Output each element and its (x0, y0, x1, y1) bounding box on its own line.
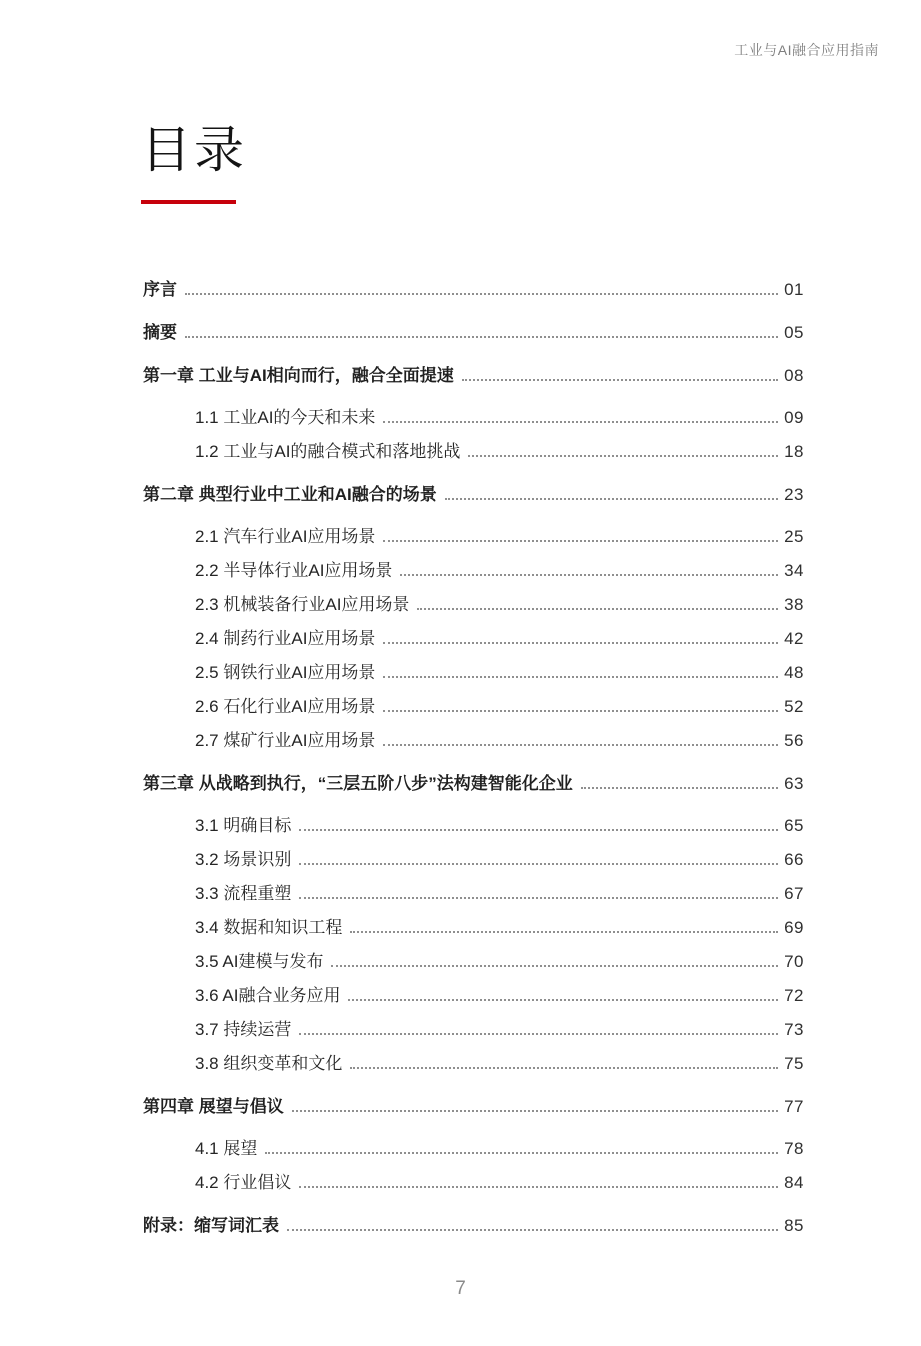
toc-entry-page-number: 73 (784, 1020, 804, 1039)
toc-entry[interactable] (143, 365, 804, 386)
toc-entry[interactable] (143, 1138, 804, 1159)
dot-leader (331, 965, 778, 967)
dot-leader (383, 421, 778, 423)
toc-entry-page-number: 67 (784, 884, 804, 903)
toc-entry[interactable] (143, 407, 804, 428)
toc-entry[interactable] (143, 441, 804, 462)
dot-leader (348, 999, 778, 1001)
dot-leader (383, 676, 778, 678)
dot-leader (185, 336, 778, 338)
toc-entry[interactable] (143, 883, 804, 904)
toc-entry-page-number: 09 (784, 408, 804, 427)
toc-entry-label: 2.5 钢铁行业AI应用场景 (195, 663, 376, 682)
toc-entry-label: 3.8 组织变革和文化 (195, 1054, 343, 1073)
toc-entry-label: 序言 (143, 280, 177, 299)
toc-entry[interactable] (143, 951, 804, 972)
dot-leader (462, 379, 778, 381)
toc-entry-page-number: 84 (784, 1173, 804, 1192)
toc-entry[interactable] (143, 279, 804, 300)
toc-entry-label: 2.2 半导体行业AI应用场景 (195, 561, 393, 580)
toc-entry-page-number: 78 (784, 1139, 804, 1158)
toc-entry-page-number: 23 (784, 485, 804, 504)
toc-entry-label: 3.3 流程重塑 (195, 884, 292, 903)
dot-leader (468, 455, 778, 457)
toc-entry[interactable] (143, 1215, 804, 1236)
toc-entry-page-number: 25 (784, 527, 804, 546)
dot-leader (185, 293, 778, 295)
toc-entry[interactable] (143, 917, 804, 938)
toc-entry-page-number: 85 (784, 1216, 804, 1235)
toc-entry-page-number: 38 (784, 595, 804, 614)
toc-entry-page-number: 72 (784, 986, 804, 1005)
dot-leader (299, 829, 778, 831)
dot-leader (581, 787, 778, 789)
dot-leader (417, 608, 778, 610)
toc-entry-page-number: 75 (784, 1054, 804, 1073)
dot-leader (383, 710, 778, 712)
toc-entry-label: 3.7 持续运营 (195, 1020, 292, 1039)
toc-entry[interactable] (143, 484, 804, 505)
toc-page-title: 目录 (141, 122, 247, 178)
dot-leader (383, 744, 778, 746)
toc-entry[interactable] (143, 1053, 804, 1074)
toc-entry-label: 摘要 (143, 323, 177, 342)
toc-entry[interactable] (143, 560, 804, 581)
toc-entry-page-number: 08 (784, 366, 804, 385)
toc-entry[interactable] (143, 628, 804, 649)
toc-entry-label: 3.1 明确目标 (195, 816, 292, 835)
toc-entry-label: 第三章 从战略到执行，“三层五阶八步”法构建智能化企业 (143, 774, 573, 793)
toc-entry-page-number: 01 (784, 280, 804, 299)
toc-entry[interactable] (143, 1096, 804, 1117)
toc-entry[interactable] (143, 696, 804, 717)
toc-entry[interactable] (143, 1019, 804, 1040)
toc-entry-page-number: 48 (784, 663, 804, 682)
dot-leader (299, 897, 778, 899)
toc-entry[interactable] (143, 662, 804, 683)
toc-entry-label: 2.3 机械装备行业AI应用场景 (195, 595, 410, 614)
toc-entry-page-number: 69 (784, 918, 804, 937)
toc-entry[interactable] (143, 849, 804, 870)
dot-leader (299, 863, 778, 865)
toc-entry-label: 1.1 工业AI的今天和未来 (195, 408, 376, 427)
table-of-contents (143, 279, 804, 1257)
toc-entry-label: 1.2 工业与AI的融合模式和落地挑战 (195, 442, 461, 461)
toc-entry-label: 2.1 汽车行业AI应用场景 (195, 527, 376, 546)
toc-entry-page-number: 70 (784, 952, 804, 971)
toc-entry-page-number: 05 (784, 323, 804, 342)
toc-entry[interactable] (143, 985, 804, 1006)
dot-leader (383, 642, 778, 644)
dot-leader (350, 1067, 778, 1069)
toc-entry[interactable] (143, 594, 804, 615)
toc-entry-label: 第一章 工业与AI相向而行，融合全面提速 (143, 366, 454, 385)
toc-entry-page-number: 34 (784, 561, 804, 580)
dot-leader (292, 1110, 778, 1112)
toc-entry-page-number: 42 (784, 629, 804, 648)
toc-entry-label: 第二章 典型行业中工业和AI融合的场景 (143, 485, 437, 504)
toc-entry-page-number: 18 (784, 442, 804, 461)
toc-entry-label: 第四章 展望与倡议 (143, 1097, 284, 1116)
toc-entry-label: 3.6 AI融合业务应用 (195, 986, 341, 1005)
toc-entry[interactable] (143, 322, 804, 343)
dot-leader (265, 1152, 778, 1154)
toc-entry[interactable] (143, 773, 804, 794)
toc-entry-page-number: 65 (784, 816, 804, 835)
toc-entry[interactable] (143, 1172, 804, 1193)
dot-leader (287, 1229, 778, 1231)
dot-leader (383, 540, 778, 542)
page-number: 7 (455, 1278, 466, 1299)
title-underline-rule (141, 200, 236, 204)
dot-leader (299, 1186, 778, 1188)
toc-entry-label: 3.5 AI建模与发布 (195, 952, 324, 971)
toc-entry-label: 4.2 行业倡议 (195, 1173, 292, 1192)
toc-entry-label: 2.7 煤矿行业AI应用场景 (195, 731, 376, 750)
toc-entry-page-number: 66 (784, 850, 804, 869)
toc-entry-page-number: 56 (784, 731, 804, 750)
toc-entry-label: 2.6 石化行业AI应用场景 (195, 697, 376, 716)
toc-entry-page-number: 77 (784, 1097, 804, 1116)
dot-leader (445, 498, 778, 500)
dot-leader (350, 931, 778, 933)
toc-entry[interactable] (143, 526, 804, 547)
toc-entry[interactable] (143, 815, 804, 836)
toc-entry-label: 2.4 制药行业AI应用场景 (195, 629, 376, 648)
toc-entry-label: 3.4 数据和知识工程 (195, 918, 343, 937)
toc-entry-page-number: 63 (784, 774, 804, 793)
dot-leader (299, 1033, 778, 1035)
toc-entry-page-number: 52 (784, 697, 804, 716)
toc-entry-label: 附录：缩写词汇表 (143, 1216, 279, 1235)
toc-entry-label: 4.1 展望 (195, 1139, 258, 1158)
toc-entry-label: 3.2 场景识别 (195, 850, 292, 869)
dot-leader (400, 574, 778, 576)
toc-entry[interactable] (143, 730, 804, 751)
document-header-title: 工业与AI融合应用指南 (734, 42, 879, 58)
